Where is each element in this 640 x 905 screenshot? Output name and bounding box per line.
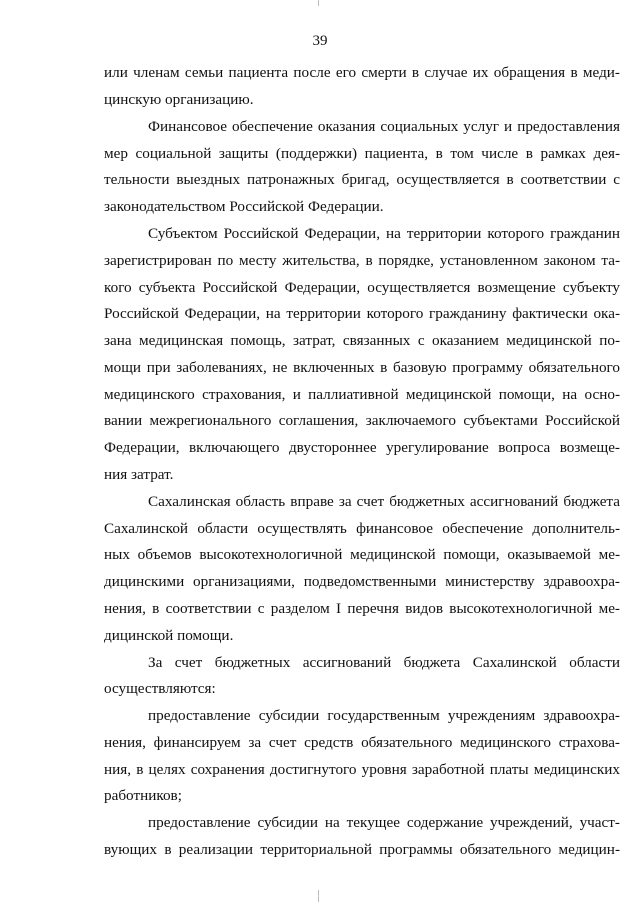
text-line: мер социальной защиты (поддержки) пациента, в том числе в рамках дея-: [104, 145, 620, 162]
text-line: нения, финансируем за счет средств обязательного медицинского страхова-: [104, 734, 620, 751]
text-line: ния затрат.: [104, 466, 174, 483]
text-line: или членам семьи пациента после его смерти в случае их обращения в меди-: [104, 64, 620, 81]
text-line: осуществляются:: [104, 680, 216, 697]
text-line: Субъектом Российской Федерации, на территории которого гражданин: [148, 225, 620, 242]
text-line: медицинского страхования, и паллиативной медицинской помощи, на осно-: [104, 386, 620, 403]
text-line: дицинской помощи.: [104, 627, 234, 644]
text-line: Сахалинской области осуществлять финансовое обеспечение дополнитель-: [104, 520, 620, 537]
text-line: кого субъекта Российской Федерации, осуществляется возмещение субъекту: [104, 279, 620, 296]
text-line: тельности выездных патронажных бригад, осуществляется в соответствии с: [104, 171, 620, 188]
text-line: вующих в реализации территориальной программы обязательного медицин-: [104, 841, 620, 858]
scan-artifact: [318, 890, 319, 902]
text-line: предоставление субсидии государственным учреждениям здравоохра-: [148, 707, 620, 724]
scan-artifact: [318, 0, 319, 6]
text-line: Российской Федерации, на территории которого гражданину фактически ока-: [104, 305, 620, 322]
text-line: ния, в целях сохранения достигнутого уровня заработной платы медицинских: [104, 761, 620, 778]
text-line: вании межрегионального соглашения, заключаемого субъектами Российской: [104, 412, 620, 429]
text-line: Федерации, включающего двустороннее урегулирование вопроса возмеще-: [104, 439, 620, 456]
text-line: цинскую организацию.: [104, 91, 254, 108]
text-line: Финансовое обеспечение оказания социальных услуг и предоставления: [148, 118, 620, 135]
text-line: Сахалинская область вправе за счет бюджетных ассигнований бюджета: [148, 493, 620, 510]
text-line: нения, в соответствии с разделом I перечня видов высокотехнологичной ме-: [104, 600, 620, 617]
text-line: мощи при заболеваниях, не включенных в базовую программу обязательного: [104, 359, 620, 376]
text-line: предоставление субсидии на текущее содержание учреждений, участ-: [148, 814, 620, 831]
text-line: работников;: [104, 787, 182, 804]
text-line: За счет бюджетных ассигнований бюджета Сахалинской области: [148, 654, 620, 671]
text-line: зарегистрирован по месту жительства, в порядке, установленном законом та-: [104, 252, 620, 269]
text-line: зана медицинская помощь, затрат, связанных с оказанием медицинской по-: [104, 332, 620, 349]
page-number: 39: [312, 33, 328, 49]
text-line: дицинскими организациями, подведомственными министерству здравоохра-: [104, 573, 620, 590]
text-line: ных объемов высокотехнологичной медицинской помощи, оказываемой ме-: [104, 546, 620, 563]
text-line: законодательством Российской Федерации.: [104, 198, 384, 215]
